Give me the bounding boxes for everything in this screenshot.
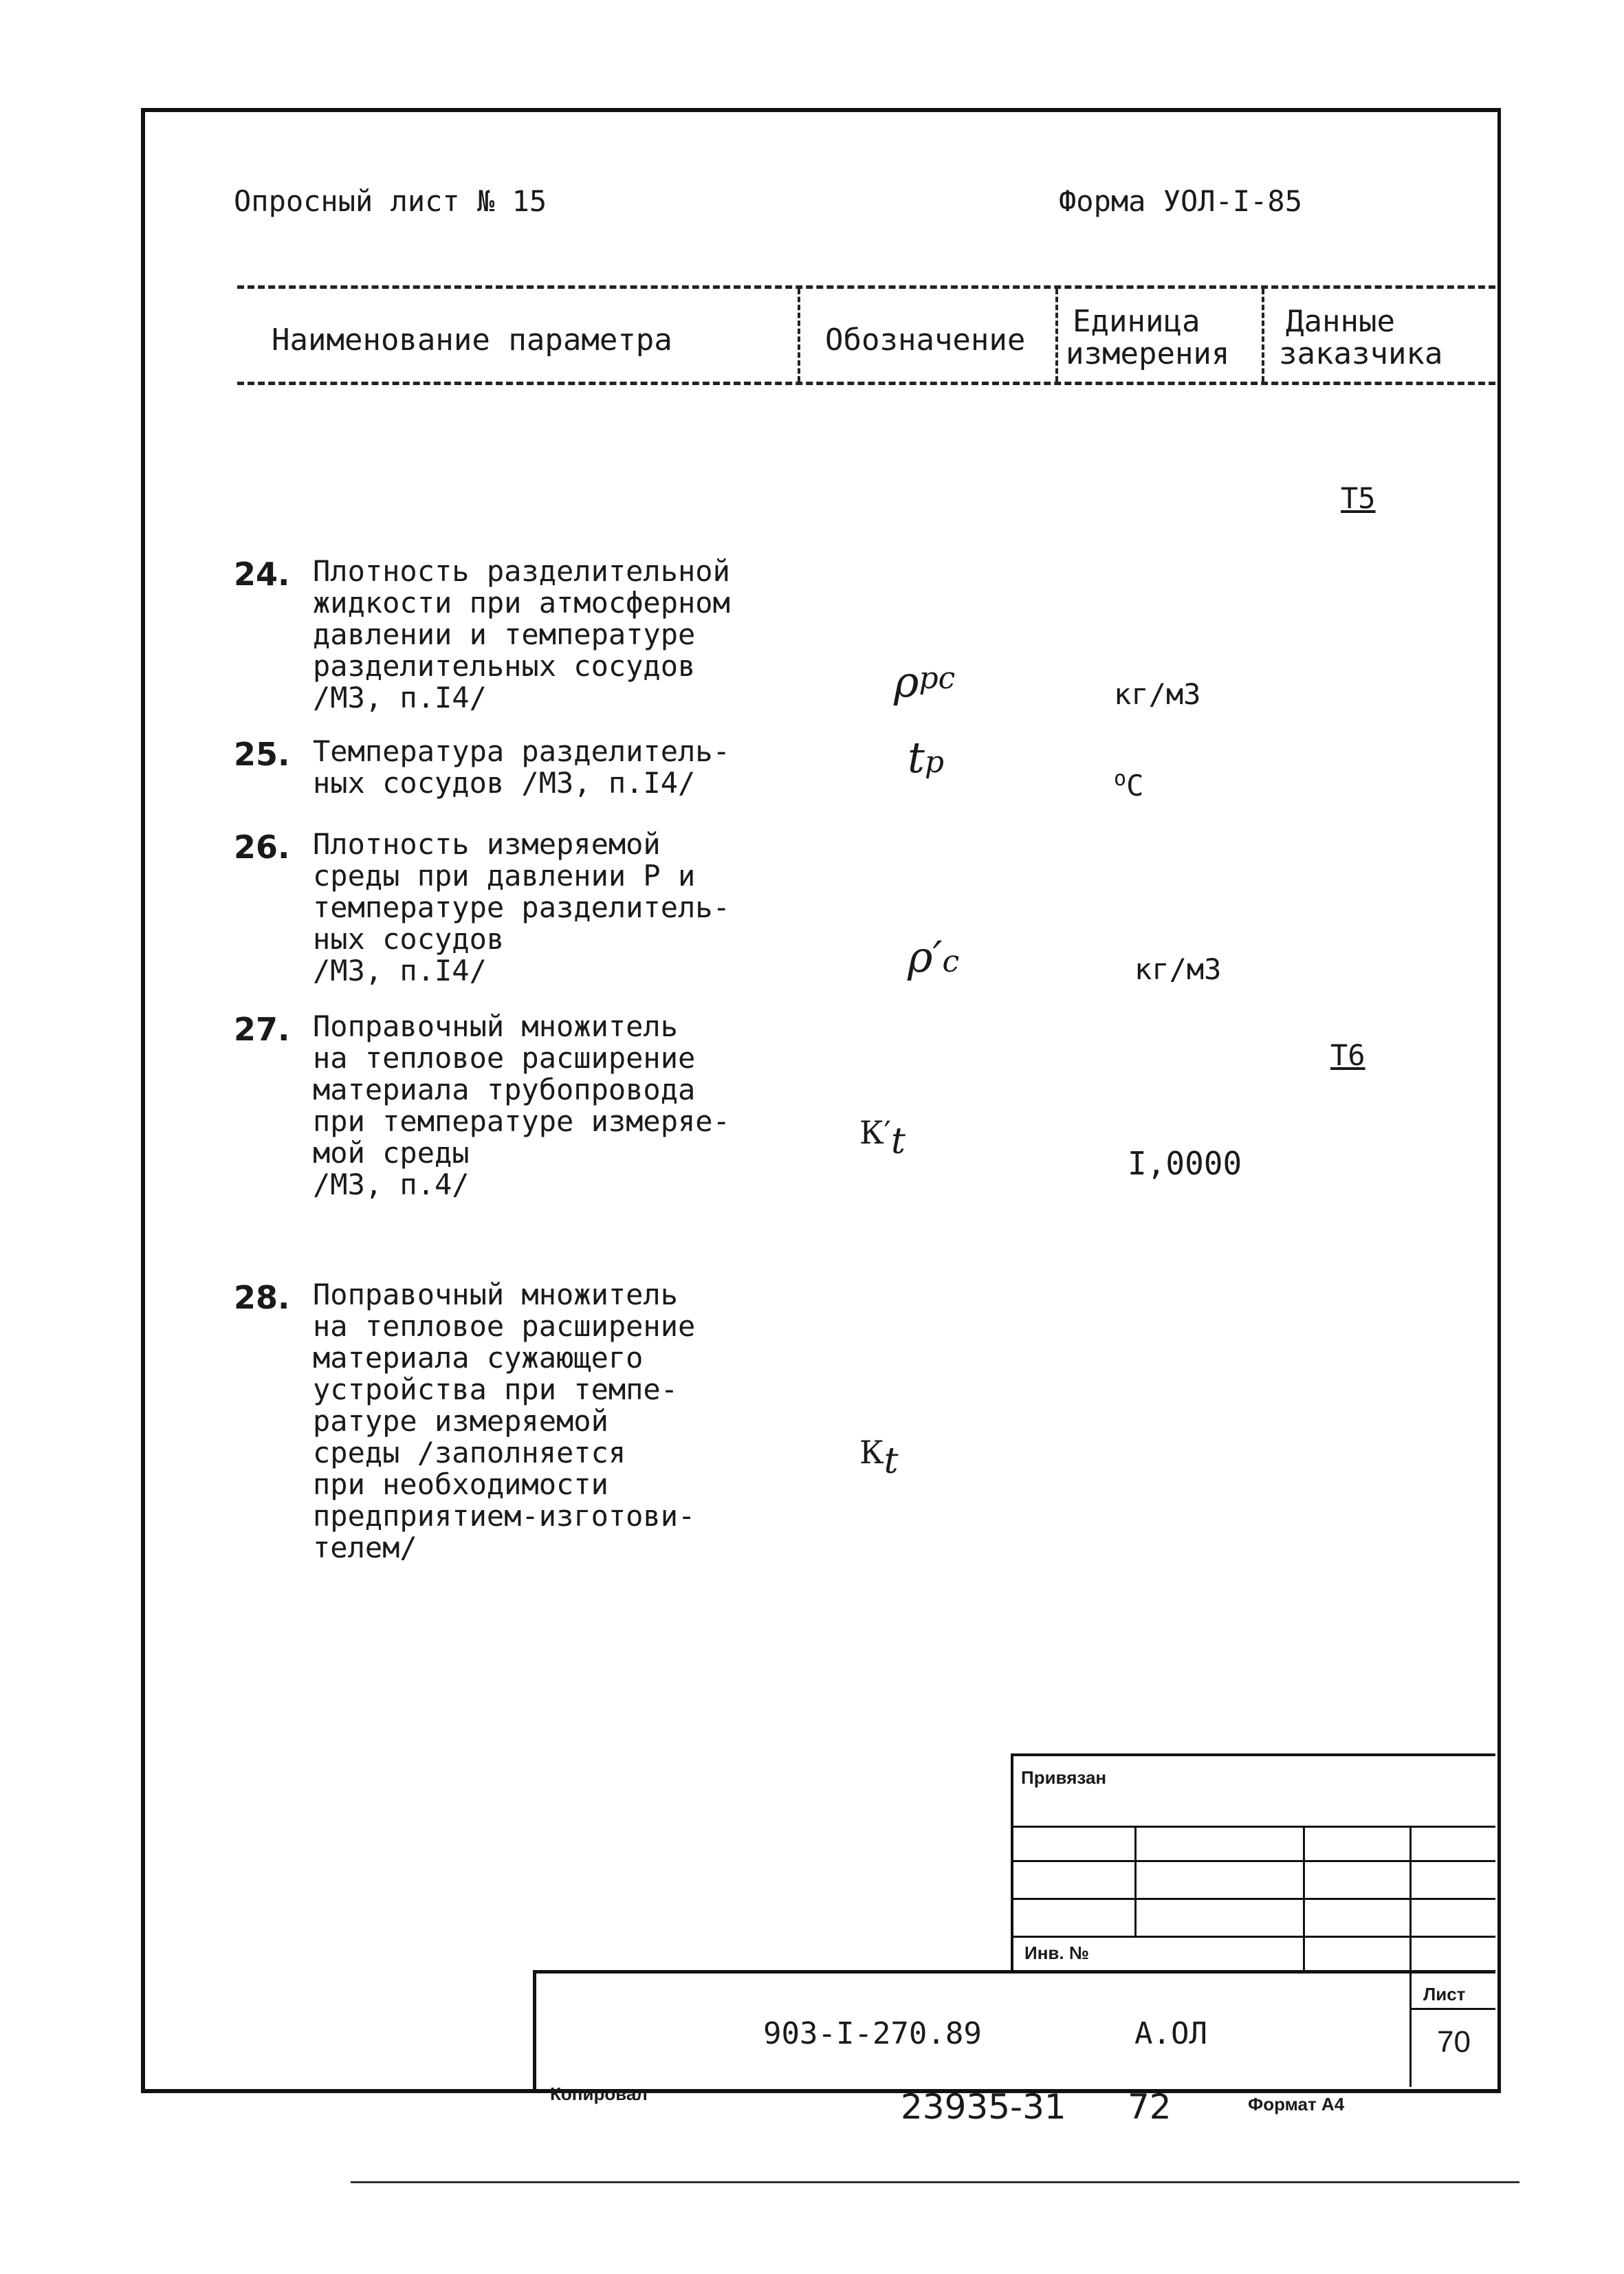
item-25-symbol-sub: р	[924, 745, 945, 780]
stamp-doc-code: 903-I-270.89	[763, 2016, 982, 2051]
stamp-rule-row3	[1011, 1898, 1495, 1900]
item-26-number: 26.	[234, 829, 290, 866]
footer-format-label: Формат А4	[1248, 2094, 1345, 2114]
item-26-symbol-sub: с	[942, 944, 960, 979]
item-28-symbol	[859, 1434, 899, 1482]
item-25-symbol-main: t	[908, 732, 925, 783]
item-25-unit	[1114, 767, 1143, 802]
header-divider-1	[798, 289, 800, 382]
stamp-col-3	[1409, 1826, 1412, 2087]
item-26-symbol	[908, 932, 959, 982]
item-27-text: Поправочный множитель на тепловое расширение материала трубопровода при температуре измеряе- мой среды /МЗ, п.4/	[313, 1009, 730, 1201]
item-28-symbol-sub: t	[884, 1441, 899, 1482]
item-27-value: I,0000	[1128, 1145, 1242, 1182]
stamp-sheet-label: Лист	[1423, 1984, 1466, 2004]
item-27-symbol	[859, 1114, 906, 1162]
stamp-inv-no-label: Инв. №	[1024, 1943, 1089, 1963]
header-top-rule	[237, 285, 1495, 289]
item-25-symbol	[908, 732, 944, 783]
col-unit-header-line2: измерения	[1066, 336, 1230, 371]
item-24-text: Плотность разделительной жидкости при атмосферном давлении и температуре разделительных сосудов /МЗ, п.I4/	[313, 554, 730, 714]
item-26-text: Плотность измеряемой среды при давлении Р и температуре разделитель- ных сосудов /МЗ, п.I4/	[313, 827, 730, 987]
header-bottom-rule	[237, 382, 1495, 385]
item-24-unit: кг/м3	[1114, 677, 1201, 711]
item-26-unit: кг/м3	[1134, 952, 1222, 986]
header-divider-2	[1055, 289, 1058, 382]
item-25-unit-main: С	[1126, 769, 1144, 802]
item-26-symbol-main: ρ′	[908, 932, 943, 982]
item-28-symbol-main: К	[859, 1434, 884, 1471]
footer-handwritten-number: 23935-31	[901, 2087, 1066, 2127]
stamp-lower-top-rule	[533, 1970, 1495, 1974]
stamp-rule-left	[1011, 1753, 1013, 1974]
stamp-lower-left-rule	[533, 1970, 536, 2090]
col-unit-header-line1: Единица	[1073, 304, 1200, 339]
form-code: Форма УОЛ-I-85	[1059, 184, 1303, 218]
item-24-symbol	[894, 657, 955, 707]
stamp-rule-row1	[1011, 1826, 1495, 1828]
stamp-sheet-code: А.ОЛ	[1134, 2016, 1207, 2051]
item-25-text: Температура разделитель- ных сосудов /МЗ, п.I4/	[313, 734, 730, 800]
bottom-rule	[351, 2181, 1519, 2183]
col-designation-header: Обозначение	[825, 322, 1026, 358]
stamp-col-1	[1134, 1826, 1137, 1936]
stamp-linked-label: Привязан	[1021, 1767, 1107, 1788]
footer-handwritten-page: 72	[1128, 2087, 1172, 2127]
stamp-sheet-number: 70	[1437, 2025, 1471, 2059]
item-27-symbol-main: К′	[859, 1114, 892, 1151]
col-customer-header-line2: заказчика	[1279, 336, 1443, 371]
col-customer-header-line1: Данные	[1286, 304, 1395, 339]
item-28-text: Поправочный множитель на тепловое расширение материала сужающего устройства при темпе- ратуре измеряемой среды /заполняется при необходимости предприятием-изготови- телем/	[313, 1278, 696, 1564]
footer-copied-label: Копировал	[550, 2084, 648, 2104]
stamp-rule-row2	[1011, 1860, 1495, 1862]
sheet-title: Опросный лист № 15	[234, 184, 547, 218]
section-code-t5: T5	[1341, 481, 1376, 515]
stamp-rule-top	[1011, 1753, 1495, 1756]
header-divider-3	[1262, 289, 1264, 382]
item-24-number: 24.	[234, 556, 290, 593]
col-name-header: Наименование параметра	[272, 322, 672, 358]
section-code-t6: T6	[1330, 1038, 1365, 1072]
stamp-col-2	[1303, 1826, 1305, 1974]
item-25-number: 25.	[234, 736, 290, 773]
item-25-unit-degree: о	[1114, 767, 1127, 791]
item-24-symbol-sub: рс	[919, 661, 956, 696]
item-24-symbol-main: ρ	[894, 657, 919, 707]
item-27-symbol-sub: t	[891, 1121, 906, 1162]
item-27-number: 27.	[234, 1011, 290, 1048]
stamp-rule-row4	[1011, 1936, 1495, 1938]
item-28-number: 28.	[234, 1279, 290, 1316]
stamp-sheet-rule	[1409, 2008, 1495, 2010]
